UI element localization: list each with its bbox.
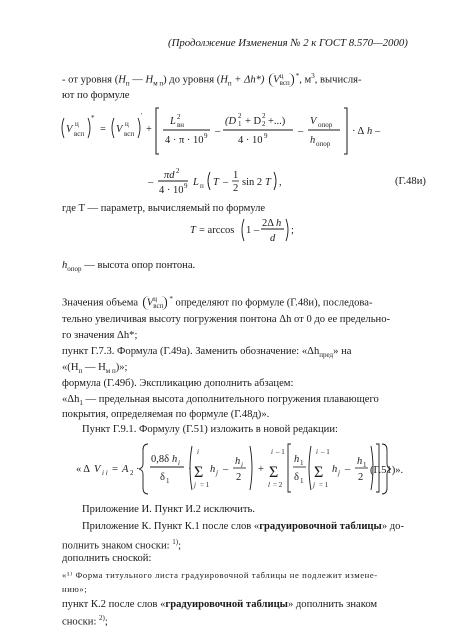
svg-text:h: h xyxy=(276,218,282,229)
svg-text:2Δ: 2Δ xyxy=(262,218,275,229)
where-line: где T — параметр, вычисляемый по формуле xyxy=(62,203,266,214)
svg-text:Σ: Σ xyxy=(194,464,204,481)
svg-text:h: h xyxy=(210,464,216,475)
para7: Приложение И. Пункт И.2 исключить. xyxy=(82,504,256,515)
svg-text:+: + xyxy=(146,124,152,135)
v-symbol: V ц всп xyxy=(269,73,294,87)
svg-text:T: T xyxy=(190,225,196,236)
svg-text:i: i xyxy=(271,448,273,456)
hopor-line: $h_{опор}$ — высота опор понтона. xyxy=(62,260,196,274)
svg-text:δ: δ xyxy=(294,472,299,483)
svg-text:–: – xyxy=(215,126,221,137)
svg-text:2: 2 xyxy=(262,112,266,120)
para1-line1: - от уровня ($H_п$ — $H_{м п}$) до уровня $(H_п + \Delta h*)$ V ц всп *, $м^3$, вычисля- xyxy=(62,72,362,88)
svg-text:9: 9 xyxy=(204,132,208,140)
svg-text:Σ: Σ xyxy=(269,464,279,481)
para2-line3: го значения Δh*; xyxy=(62,330,138,341)
svg-text:i: i xyxy=(316,448,318,456)
svg-text:1: 1 xyxy=(363,461,367,469)
svg-text:i: i xyxy=(241,461,243,469)
svg-text:j: j xyxy=(313,481,315,489)
svg-text:9: 9 xyxy=(184,182,188,190)
svg-text:*: * xyxy=(91,114,95,122)
svg-text:–: – xyxy=(298,126,304,137)
svg-text:h: h xyxy=(310,135,316,146)
svg-text:2: 2 xyxy=(236,472,242,483)
svg-text:2: 2 xyxy=(176,168,180,175)
svg-text:1: 1 xyxy=(233,170,239,181)
para4: формула (Г.49б). Экспликацию дополнить абзацем: xyxy=(62,378,294,389)
svg-text:h: h xyxy=(357,456,363,467)
svg-text:j: j xyxy=(338,469,340,477)
svg-text:=: = xyxy=(100,124,106,135)
svg-text:+...): +...) xyxy=(268,116,286,127)
svg-text:δ: δ xyxy=(160,472,165,483)
svg-text:–: – xyxy=(148,177,154,188)
para2-line1: Значения объема V ц всп * определяют по формуле (Г.48и), последова- xyxy=(62,295,373,311)
svg-text:1: 1 xyxy=(300,459,304,467)
para5-line2: покрытия, определяемая по формуле (Г.48д)». xyxy=(62,409,270,420)
formula-2 xyxy=(60,168,450,198)
svg-text:i: i xyxy=(197,448,199,456)
equation-number-48i: (Г.48и) xyxy=(395,176,426,187)
svg-text:–: – xyxy=(223,464,229,475)
v-symbol-2: V ц всп xyxy=(143,296,168,310)
svg-text:T: T xyxy=(213,177,219,188)
svg-text:ц: ц xyxy=(75,120,79,128)
para3-line2: «($H_п$ — $H_{м п}$)»; xyxy=(62,362,128,376)
svg-text:L: L xyxy=(193,177,199,188)
svg-text:п: п xyxy=(200,182,204,190)
svg-text:i: i xyxy=(178,459,180,467)
para6: Пункт Г.9.1. Формулу (Г.51) изложить в новой редакции: xyxy=(82,424,338,435)
svg-text:2: 2 xyxy=(262,120,266,128)
svg-text:,: , xyxy=(279,177,282,188)
svg-text:вн: вн xyxy=(177,121,185,129)
svg-text:« Δ: « Δ xyxy=(76,464,91,475)
svg-text:0,8δ: 0,8δ xyxy=(151,454,170,465)
svg-text:V: V xyxy=(66,124,73,135)
svg-text:опор: опор xyxy=(318,121,333,129)
svg-text:2: 2 xyxy=(358,472,364,483)
svg-text:2: 2 xyxy=(238,112,242,120)
svg-text:V: V xyxy=(310,116,317,127)
equation-number-51: (Г.51)». xyxy=(370,465,404,476)
svg-text:–: – xyxy=(223,177,229,188)
para3-line1: пункт Г.7.3. Формула (Г.49а). Заменить обозначение: «$\Delta h_{пред}$» на xyxy=(62,346,352,360)
svg-text:4 · π · 10: 4 · π · 10 xyxy=(165,135,204,146)
svg-text:всп: всп xyxy=(124,130,135,138)
svg-text:;: ; xyxy=(291,225,294,236)
svg-text:+: + xyxy=(258,464,264,475)
svg-text:l: l xyxy=(268,481,270,489)
svg-text:·: · xyxy=(188,464,192,475)
svg-text:– 1: – 1 xyxy=(276,448,285,456)
svg-text:1: 1 xyxy=(166,477,170,485)
svg-text:h: h xyxy=(294,454,300,465)
para10-line1: пункт К.2 после слов «градуировочной таблицы» дополнить знаком xyxy=(62,599,378,610)
svg-text:1 –: 1 – xyxy=(246,225,260,236)
para8-line2: полнить знаком сноски: $^{1)}$; xyxy=(62,538,182,552)
page-header: (Продолжение Изменения № 2 к ГОСТ 8.570—2000) xyxy=(168,37,408,49)
svg-text:= arccos: = arccos xyxy=(199,225,235,236)
svg-text:V: V xyxy=(116,124,123,135)
svg-text:4 · 10: 4 · 10 xyxy=(159,185,184,196)
para1-line2: ют по формуле xyxy=(62,90,130,101)
svg-text:=: = xyxy=(112,464,118,475)
svg-text:4 · 10: 4 · 10 xyxy=(238,135,263,146)
svg-text:1: 1 xyxy=(300,477,304,485)
svg-text:j: j xyxy=(194,481,196,489)
svg-text:= 1: = 1 xyxy=(200,481,210,489)
svg-text:9: 9 xyxy=(264,132,268,140)
svg-text:1: 1 xyxy=(238,120,242,128)
svg-text:(D: (D xyxy=(225,116,237,127)
para8-line1: Приложение К. Пункт К.1 после слов «градуировочной таблицы» до- xyxy=(82,521,404,532)
svg-text:d: d xyxy=(270,233,276,244)
svg-text:+ D: + D xyxy=(245,116,262,127)
svg-text:2: 2 xyxy=(130,469,134,477)
formula-1 xyxy=(60,106,450,168)
svg-text:Σ: Σ xyxy=(314,464,324,481)
svg-text:A: A xyxy=(122,464,129,475)
svg-text:j: j xyxy=(216,469,218,477)
footnote-1-line1: «¹⁾ Форма титульного листа градуировочной таблицы не подлежит измене- xyxy=(62,570,378,580)
svg-text:·: · xyxy=(136,464,140,475)
formula-3 xyxy=(190,214,310,248)
svg-text:T: T xyxy=(265,177,271,188)
svg-text:h: h xyxy=(172,454,178,465)
svg-text:h: h xyxy=(332,464,338,475)
svg-text:': ' xyxy=(141,112,143,120)
svg-text:= 1: = 1 xyxy=(319,481,329,489)
svg-text:–: – xyxy=(375,126,381,137)
svg-text:= 2: = 2 xyxy=(273,481,283,489)
svg-text:–: – xyxy=(345,464,351,475)
svg-text:h: h xyxy=(235,456,241,467)
svg-text:V: V xyxy=(94,464,101,475)
svg-text:– 1: – 1 xyxy=(321,448,330,456)
svg-text:h: h xyxy=(367,126,373,137)
para10-line2: сноски: $^{2)}$; xyxy=(62,614,108,628)
svg-text:πd: πd xyxy=(164,170,175,181)
svg-text:i i: i i xyxy=(102,469,108,477)
para2-line2: тельно увеличивая высоту погружения понтона Δh от 0 до ее предельно- xyxy=(62,314,391,325)
svg-text:L: L xyxy=(170,116,176,127)
para5-line1: «$\Delta h_1$ — предельная высота дополнительного погружения плавающего xyxy=(62,394,379,408)
para9: дополнить сноской: xyxy=(62,553,152,564)
svg-text:· Δ: · Δ xyxy=(352,126,365,137)
svg-text:sin 2: sin 2 xyxy=(242,177,263,188)
svg-text:2: 2 xyxy=(233,183,239,194)
svg-text:опор: опор xyxy=(316,140,331,148)
svg-text:всп: всп xyxy=(74,130,85,138)
svg-text:2: 2 xyxy=(177,113,181,121)
svg-text:ц: ц xyxy=(125,120,129,128)
footnote-1-line2: нию»; xyxy=(62,584,88,594)
